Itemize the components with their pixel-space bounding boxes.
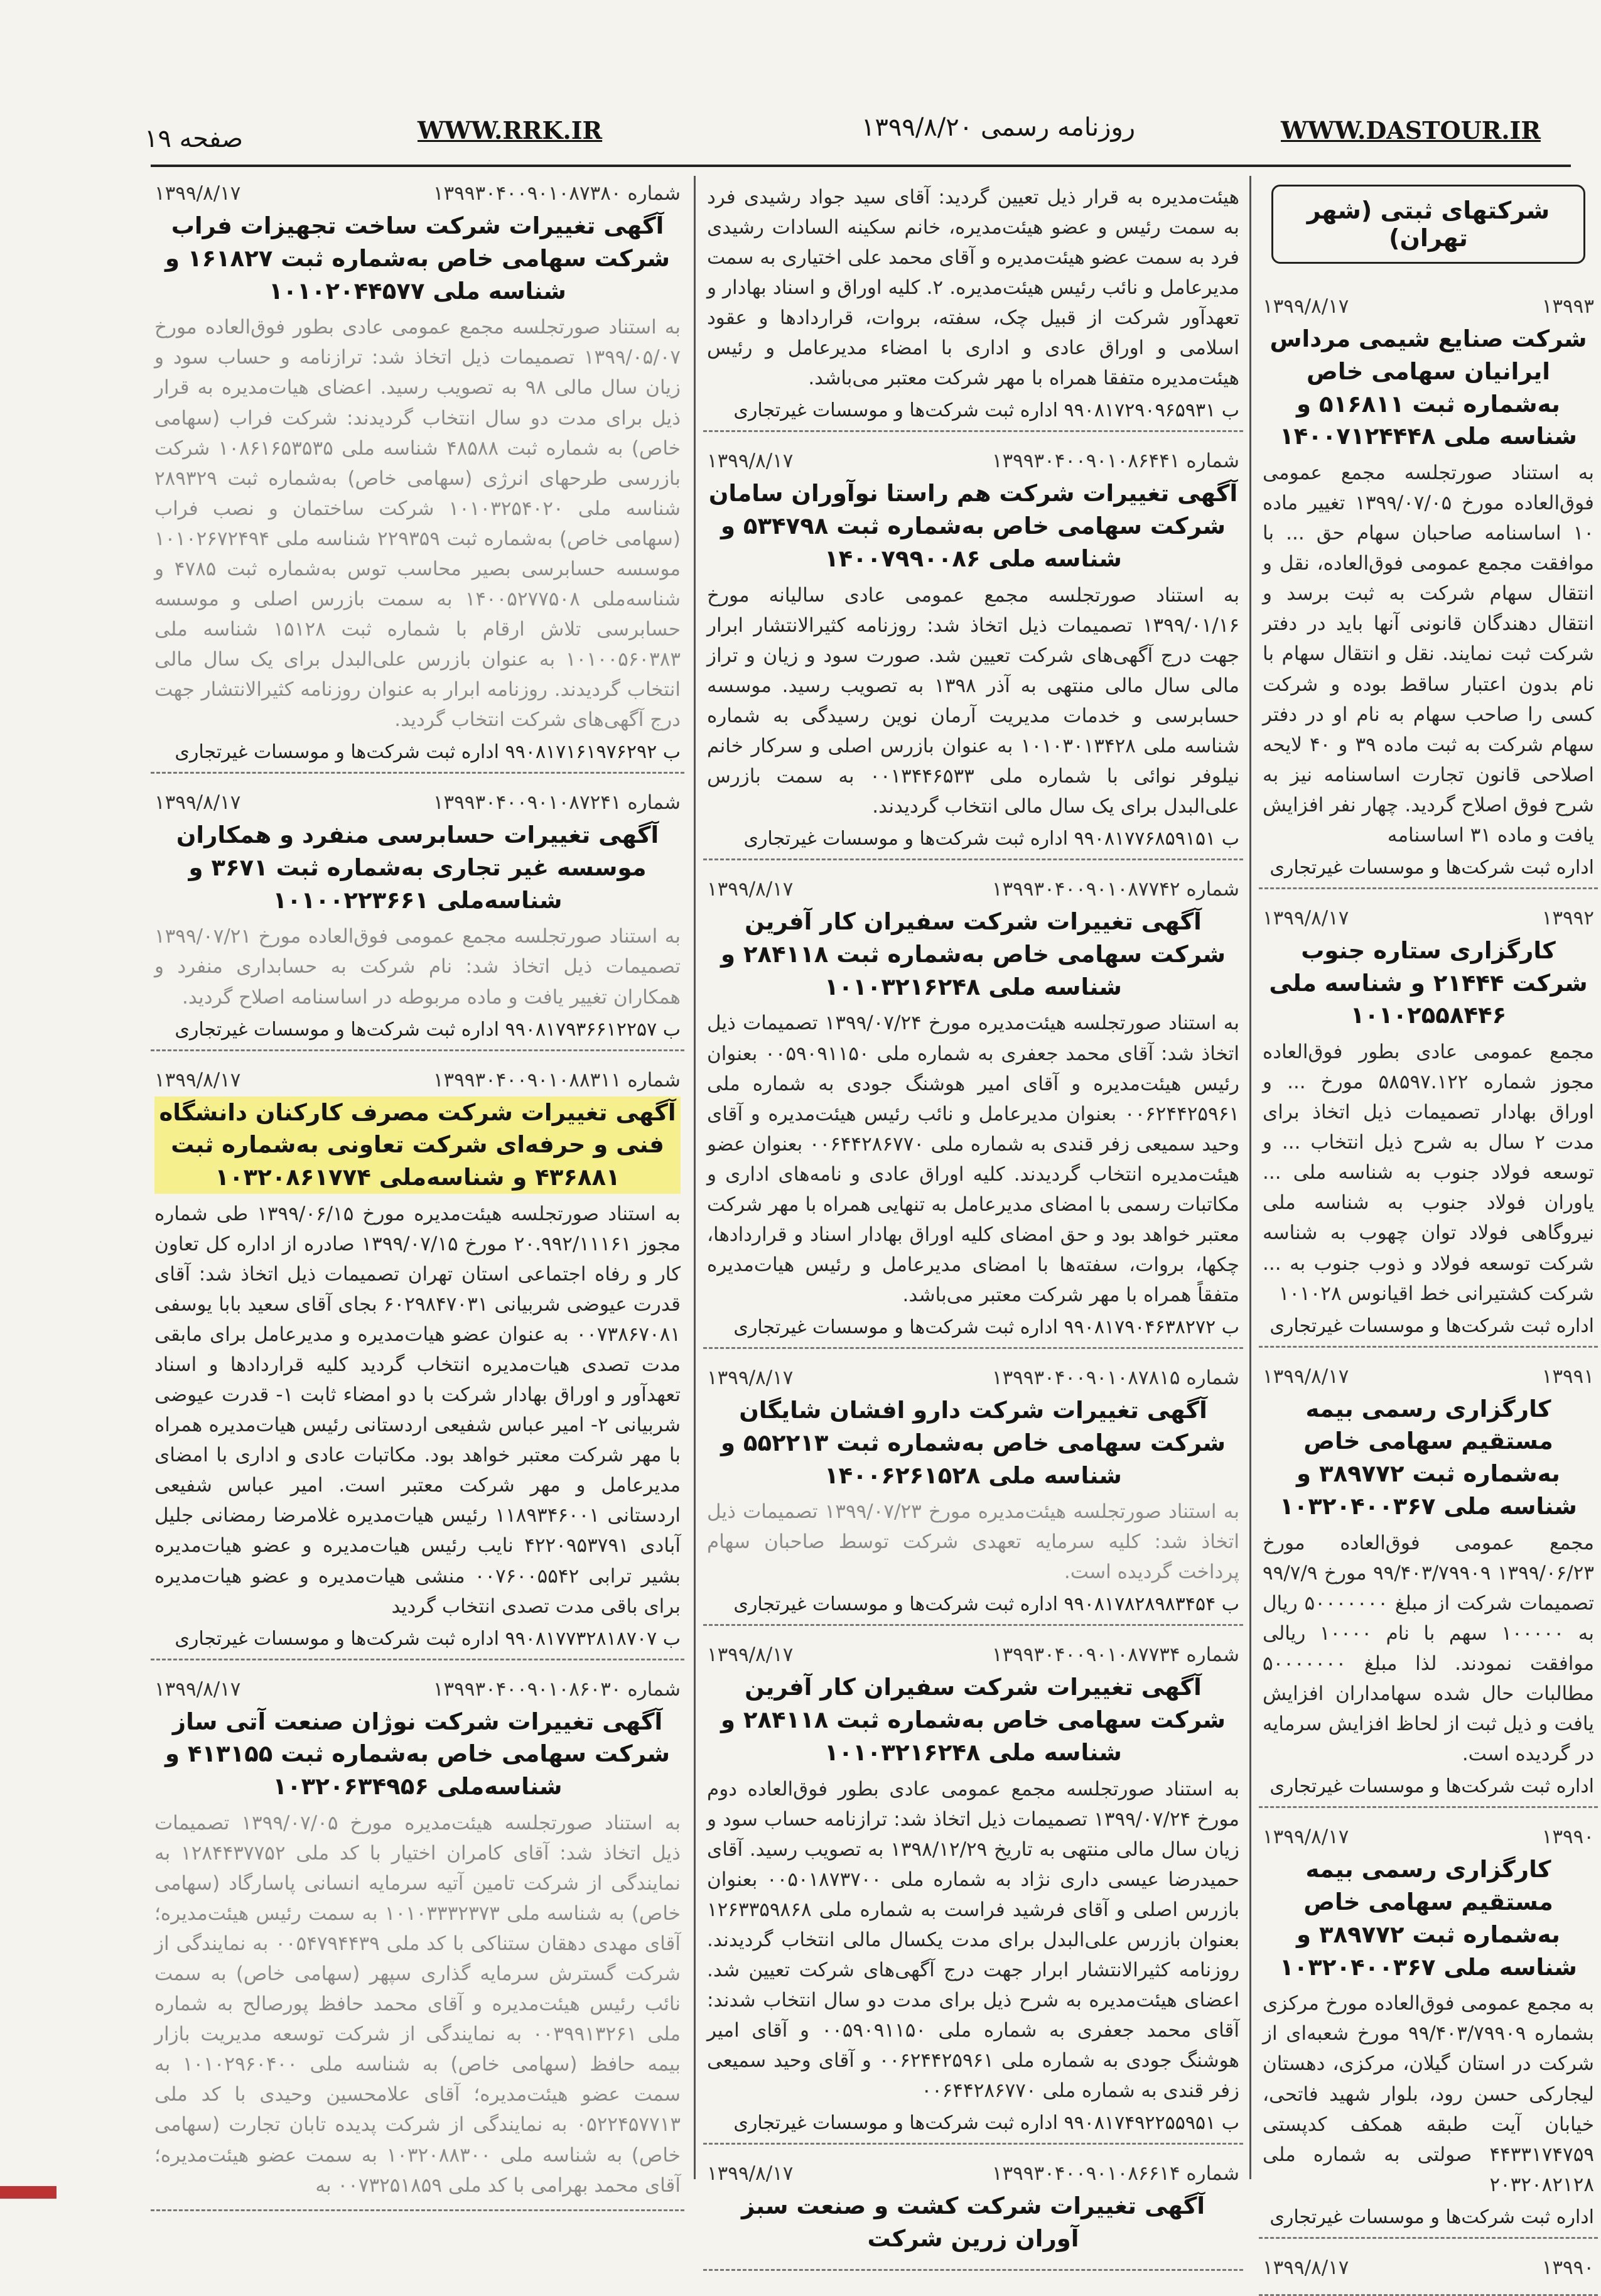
ad-body: هیئت‌مدیره به قرار ذیل تعیین گردید: آقای سید جواد رشیدی فرد به سمت رئیس و عضو هیئت‌مدیره، خانم سکینه السادات رشیدی فرد به سمت عضو هیئت‌مدیره و آقای محمد علی اختیاری به سمت مدیرعامل و نائب رئیس هیئت‌مدیره. ۲. کلیه اوراق و اسناد بهادار و تعهدآور شرکت از قبیل چک، سفته، بروات، قراردادها و عقود اسلامی و اوراق عادی و اداری با امضاء مدیرعامل و رئیس هیئت‌مدیره متفقا همراه با مهر شرکت معتبر می‌باشد. [707,186,1239,390]
middle-column [703,176,1243,2253]
ad-number: شماره ۱۳۹۹۳۰۴۰۰۹۰۱۰۸۶۶۱۴ [991,2162,1239,2185]
ad-body: به استناد صورتجلسه مجمع عمومی عادی بطور فوق‌العاده مورخ ۱۳۹۹/۰۵/۰۷ تصمیمات ذیل اتخاذ شد: ترازنامه و حساب سود و زیان سال مالی ۹۸ به تصویب رسید. اعضای هیات‌مدیره به قرار ذیل برای مدت دو سال انتخاب گردیدند: شرکت فراب (سهامی خاص) به شماره ثبت ۴۸۵۸۸ شناسه ملی ۱۰۸۶۱۶۵۳۵۳۵ شرکت بازرسی طرحهای انرژی (سهامی خاص) به‌شماره ثبت ۲۸۹۳۲۹ شناسه ملی ۱۰۱۰۳۲۵۴۰۲۰ شرکت ساختمان و نصب فراب (سهامی خاص) به‌شماره ثبت ۲۲۹۳۵۹ شناسه ملی ۱۰۱۰۲۶۷۲۴۹۴ موسسه حسابرسی بصیر محاسب توس به‌شماره ثبت ۴۷۸۵ و شناسه‌ملی ۱۴۰۰۵۲۷۷۵۰۸ به سمت بازرس اصلی و موسسه حسابرسی تلاش ارقام با شماره ثبت ۱۵۱۲۸ شناسه ملی ۱۰۱۰۰۵۶۰۳۸۳ به عنوان بازرس علی‌البدل برای یک سال مالی انتخاب گردیدند. روزنامه ابرار به عنوان روزنامه کثیرالانتشار جهت درج آگهی‌های شرکت انتخاب گردید. [154,316,681,731]
ad-date: ۱۳۹۹/۸/۱۷ [1263,1826,1349,1849]
ad-block [703,1637,1243,2145]
ad-date: ۱۳۹۹/۸/۱۷ [707,2162,794,2185]
ad-date: ۱۳۹۹/۸/۱۷ [707,450,794,473]
ad-body: به استناد صورتجلسه مجمع عمومی عادی بطور فوق‌العاده دوم مورخ ۱۳۹۹/۰۷/۲۴ تصمیمات ذیل اتخاذ شد: ترازنامه حساب سود و زیان سال مالی منتهی به تاریخ ۱۳۹۸/۱۲/۲۹ به تصویب رسید. آقای حمیدرضا عیسی داری نژاد به شماره ملی ۰۰۵۰۱۸۷۳۷۰۰ بعنوان بازرس اصلی و آقای فرشید فراست به شماره ملی ۱۲۶۳۳۵۹۸۶۸ بعنوان بازرس علی‌البدل برای مدت یکسال مالی انتخاب گردیدند. روزنامه کثیرالانتشار ابرار جهت درج آگهی‌های شرکت تعیین شد. اعضای هیئت‌مدیره به شرح ذیل برای مدت دو سال انتخاب شدند: آقای محمد جعفری به شماره ملی ۰۰۵۹۰۹۱۱۵۰ و آقای امیر هوشنگ جودی به شماره ملی ۰۰۶۲۴۴۲۵۹۶۱ و آقای وحید سمیعی زفر قندی به شماره ملی ۰۰۶۴۴۲۸۶۷۷۰ [707,1777,1239,2103]
ad-number: شماره ۱۳۹۹۳۰۴۰۰۹۰۱۰۸۷۷۳۴ [991,1643,1239,1667]
ad-title: آگهی تغییرات شرکت دارو افشان شایگان شرکت سهامی خاص به‌شماره ثبت ۵۵۲۲۱۳ و شناسه ملی ۱۴۰۰۶۲۶۱۵۲۸ [721,1396,1226,1489]
ad-title: آگهی تغییرات شرکت هم راستا نوآوران سامان شرکت سهامی خاص به‌شماره ثبت ۵۳۴۷۹۸ و شناسه ملی ۱۴۰۰۷۹۹۰۰۸۶ [708,480,1238,572]
ad-number: شماره ۱۳۹۹۳۰۴۰۰۹۰۱۰۸۷۲۴۱ [433,791,681,815]
right-column [1259,176,1598,2279]
ad-number: شماره ۱۳۹۹۳۰۴۰۰۹۰۱۰۸۶۰۳۰ [433,1677,681,1701]
ad-number: شماره ۱۳۹۹۳۰۴۰۰۹۰۱۰۸۸۳۱۱ [433,1068,681,1091]
ad-date: ۱۳۹۹/۸/۱۷ [154,1677,241,1701]
ad-title: آگهی تغییرات شرکت نوژان صنعت آتی ساز شرکت سهامی خاص به‌شماره ثبت ۴۱۳۱۵۵ و شناسه‌ملی ۱۰۳۲۰۶۳۴۹۵۶ [165,1708,670,1801]
left-column [151,176,684,2197]
ad-body: به استناد صورتجلسه مجمع عمومی فوق‌العاده مورخ ۱۳۹۹/۰۷/۰۵ تغییر ماده ۱۰ اساسنامه صاحبان سهام حق ... با موافقت مجمع عمومی فوق‌العاده، نقل و انتقال سهام شرکت به ثبت برسد و انتقال دهندگان قانونی آنها باید در دفتر شرکت ثبت نمایند. نقل و انتقال سهام با نام بدون اعتبار ساقط بوده و شرکت کسی را صاحب سهام به نام او در دفتر سهام شرکت به ثبت ماده ۳۹ و ۴۰ لایحه اصلاحی قانون تجارت اساسنامه نیز به شرح فوق اصلاح گردید. چهار نفر افزایش یافت و ماده ۳۱ اساسنامه [1263,462,1595,847]
ad-block [703,1360,1243,1627]
section-title-box: شرکتهای ثبتی (شهر تهران) [1271,185,1585,264]
ad-number: شماره ۱۳۹۹۳۰۴۰۰۹۰۱۰۸۷۳۸۰ [433,182,681,205]
ad-title-highlighted: آگهی تغییرات شرکت مصرف کارکنان دانشگاه فنی و حرفه‌ای شرکت تعاونی به‌شماره ثبت ۴۳۶۸۸۱ و شناسه‌ملی ۱۰۳۲۰۸۶۱۷۷۴ [154,1097,681,1194]
ad-body: به مجمع عمومی فوق‌العاده مورخ مرکزی بشماره ۹۹/۴۰۳/۷۹۹۰۹ مورخ شعبه‌ای از شرکت در استان گیلان، مرکزی، دهستان لیجارکی حسن رود، بلوار شهید فاتحی، خیابان آیت طبقه همکف کدپستی ۴۴۳۳۱۷۴۷۵۹ صولتی به شماره ملی ۲۰۳۲۰۸۲۱۲۸ [1263,1992,1595,2196]
ad-number: ۱۳۹۹۲ [1541,906,1594,929]
ad-block [703,176,1243,432]
ad-block [1259,289,1598,889]
column-divider [694,176,696,2179]
ad-body: به استناد صورتجلسه هیئت‌مدیره مورخ ۱۳۹۹/۰۷/۲۴ تصمیمات ذیل اتخاذ شد: آقای محمد جعفری به شماره ملی ۰۰۵۹۰۹۱۱۵۰ بعنوان رئیس هیئت‌مدیره و آقای امیر هوشنگ جودی به شماره ملی ۰۰۶۲۴۴۲۵۹۶۱ بعنوان مدیرعامل و نائب رئیس هیئت‌مدیره و آقای وحید سمیعی زفر قندی به شماره ملی ۰۰۶۴۴۲۸۶۷۷۰ بعنوان عضو هیئت‌مدیره انتخاب گردیدند. کلیه اوراق عادی و نامه‌های اداری و مکاتبات رسمی با امضای مدیرعامل به تنهایی همراه با مهر شرکت معتبر خواهد بود و حق امضای کلیه اوراق بهادار اسناد و قراردادها، چکها، بروات، سفته‌ها با امضای مدیرعامل و رئیس هیات‌مدیره متفقاً همراه با مهر شرکت معتبر می‌باشد. [707,1012,1240,1306]
ad-body: به استناد صورتجلسه مجمع عمومی عادی سالیانه مورخ ۱۳۹۹/۰۱/۱۶ تصمیمات ذیل اتخاذ شد: روزنامه کثیرالانتشار ابرار جهت درج آگهی‌های شرکت تعیین شد. صورت سود و زیان و تراز مالی سال مالی منتهی به آذر ۱۳۹۸ به تصویب رسید. موسسه حسابرسی و خدمات مدیریت آرمان نوین رسیدگی به شماره شناسه ملی ۱۰۱۰۳۰۱۳۴۲۸ به عنوان بازرس اصلی و سرکار خانم نیلوفر نوائی با شماره ملی ۰۰۱۳۴۴۶۵۳۳ به سمت بازرس علی‌البدل برای یک سال مالی انتخاب گردیدند. [707,583,1240,818]
header-title: روزنامه رسمی ۱۳۹۹/۸/۲۰ [861,113,1136,142]
column-divider [1249,176,1251,2179]
ad-block [1259,1359,1598,1809]
ad-block [151,1672,684,2211]
ad-number: شماره ۱۳۹۹۳۰۴۰۰۹۰۱۰۸۷۸۱۵ [991,1366,1239,1389]
ad-block [1259,2250,1598,2296]
ad-number: ۱۳۹۹۱ [1541,1365,1594,1388]
ad-date: ۱۳۹۹/۸/۱۷ [154,182,241,205]
ad-date: ۱۳۹۹/۸/۱۷ [707,1366,794,1389]
ad-number: ۱۳۹۹۳ [1541,295,1594,318]
ad-signature: ب ۹۹۰۸۱۷۲۹۰۹۶۵۹۳۱ اداره ثبت شرکت‌ها و موسسات غیرتجاری [733,399,1239,422]
ad-number: شماره ۱۳۹۹۳۰۴۰۰۹۰۱۰۸۷۷۴۲ [991,878,1239,901]
ad-number: شماره ۱۳۹۹۳۰۴۰۰۹۰۱۰۸۶۴۴۱ [991,450,1239,473]
header-site-left[interactable]: WWW.RRK.IR [418,116,603,144]
ad-date: ۱۳۹۹/۸/۱۷ [154,791,241,815]
ad-date: ۱۳۹۹/۸/۱۷ [707,878,794,901]
ad-body: به استناد صورتجلسه هیئت‌مدیره مورخ ۱۳۹۹/۰۷/۲۳ تصمیمات ذیل اتخاذ شد: کلیه سرمایه تعهدی شرکت توسط صاحبان سهام پرداخت گردیده است. [707,1500,1239,1584]
ad-title: آگهی تغییرات حسابرسی منفرد و همکاران موسسه غیر تجاری به‌شماره ثبت ۳۶۷۱ و شناسه‌ملی ۱۰۱۰۰۲۲۳۶۶۱ [176,821,659,914]
ad-title: آگهی تغییرات شرکت سفیران کار آفرین شرکت سهامی خاص به‌شماره ثبت ۲۸۴۱۱۸ و شناسه ملی ۱۰۱۰۳۲۱۶۲۴۸ [721,1674,1226,1767]
ad-title: کارگزاری رسمی بیمه مستقیم سهامی خاص به‌شماره ثبت ۳۸۹۷۷۲ و شناسه ملی ۱۰۳۲۰۴۰۰۳۶۷ [1280,1395,1577,1520]
ad-signature: ب ۹۹۰۸۱۷۹۰۴۶۳۸۲۷۲ اداره ثبت شرکت‌ها و موسسات غیرتجاری [733,1316,1239,1338]
ad-date: ۱۳۹۹/۸/۱۷ [1263,295,1349,318]
ad-block [1259,901,1598,1348]
ad-date: ۱۳۹۹/۸/۱۷ [1263,906,1349,929]
ad-date: ۱۳۹۹/۸/۱۷ [1263,2256,1349,2279]
ad-signature: اداره ثبت شرکت‌ها و موسسات غیرتجاری [1269,856,1594,879]
ad-number: ۱۳۹۹۰ [1541,2256,1594,2279]
ad-block [703,443,1243,860]
ad-title: آگهی تغییرات شرکت کشت و صنعت سبز آوران زرین شرکت [741,2192,1205,2253]
ad-block [1259,1819,1598,2239]
ad-signature: ب ۹۹۰۸۱۷۷۶۸۵۹۱۵۱ اداره ثبت شرکت‌ها و موسسات غیرتجاری [743,828,1239,850]
ad-date: ۱۳۹۹/۸/۱۷ [1263,1365,1349,1388]
ad-signature: ب ۹۹۰۸۱۷۸۲۸۹۸۳۴۵۴ اداره ثبت شرکت‌ها و موسسات غیرتجاری [733,1593,1239,1616]
ad-title: کارگزاری ستاره جنوب شرکت ۲۱۴۴۴ و شناسه ملی ۱۰۱۰۲۵۵۸۴۴۶ [1269,936,1588,1029]
corner-watermark [0,2186,57,2199]
ad-block [151,176,684,774]
header-rule [151,165,1571,167]
ad-block [703,2156,1243,2271]
ad-body: مجمع عمومی فوق‌العاده مورخ ۱۳۹۹/۰۶/۲۳ ۹۹/۴۰۳/۷۹۹۰۹ مورخ ۹۹/۷/۹ تصمیمات شرکت از مبلغ ۵۰۰۰۰۰۰۰ ریال به ۱۰۰۰۰۰ سهم با نام ۱۰۰۰۰ ریالی موافقت نمودند. لذا مبلغ ۵۰۰۰۰۰۰۰ مطالبات حال شده سهامداران افزایش یافت و ذیل ثبت از لحاظ افزایش سرمایه در گردیده است. [1263,1531,1595,1766]
right-ads [1259,289,1598,2296]
ad-body: مجمع عمومی عادی بطور فوق‌العاده مجوز شماره ۵۸۵۹۷.۱۲۲ مورخ ... و اوراق بهادار تصمیمات ذیل اتخاذ برای مدت ۲ سال به شرح ذیل انتخاب ... و توسعه فولاد جنوب به شناسه ملی ... یاوران فولاد جنوب به شناسه ملی نیروگاهی فولاد توان چهوب به شناسه شرکت توسعه فولاد و ذوب جنوب به ... شرکت کشتیرانی خط اقیانوس ۱۰۱۰۲۸ [1263,1041,1595,1305]
ad-body: به استناد صورتجلسه هیئت‌مدیره مورخ ۱۳۹۹/۰۷/۰۵ تصمیمات ذیل اتخاذ شد: آقای کامران اختیار با کد ملی ۱۲۸۴۴۳۷۷۵۲ به نمایندگی از شرکت تامین آتیه سرمایه انسانی پاسارگاد (سهامی خاص) به شناسه ملی ۱۰۱۰۳۳۳۲۳۷۳ به سمت رئیس هیئت‌مدیره؛ آقای مهدی دهقان ستناکی با کد ملی ۰۰۵۴۷۹۴۴۳۹ به نمایندگی از شرکت گسترش سرمایه گذاری سپهر (سهامی خاص) به سمت نائب رئیس هیئت‌مدیره و آقای محمد حافظ پورصالح به شماره ملی ۰۰۳۹۹۱۳۲۶۱ به نمایندگی از شرکت توسعه مدیریت بازار بیمه حافظ (سهامی خاص) به شناسه ملی ۱۰۱۰۲۹۶۰۴۰۰ به سمت عضو هیئت‌مدیره؛ آقای علامحسین وحیدی با کد ملی ۰۵۲۲۴۵۷۷۱۳ به نمایندگی از شرکت پدیده تابان تجارت (سهامی خاص) به شناسه ملی ۱۰۳۲۰۸۸۳۰۰ به سمت عضو هیئت‌مدیره؛ آقای محمد بهرامی با کد ملی ۰۰۷۳۲۵۱۸۵۹ به [154,1812,681,2197]
ad-body: به استناد صورتجلسه هیئت‌مدیره مورخ ۱۳۹۹/۰۶/۱۵ طی شماره مجوز ۲۰.۹۹۲/۱۱۱۶۱ مورخ ۱۳۹۹/۰۷/۱۵ صادره از اداره کل تعاون کار و رفاه اجتماعی استان تهران تصمیمات ذیل اتخاذ شد: آقای قدرت عیوضی شربیانی ۶۰۲۹۸۴۷۰۳۱ بجای آقای سعید بابا یوسفی ۰۰۷۳۸۶۷۰۸۱ به عنوان عضو هیات‌مدیره و مدیرعامل برای مابقی مدت تصدی هیات‌مدیره انتخاب گردید کلیه قراردادها و اسناد تعهدآور و اوراق بهادار شرکت با دو امضاء ثابت ۱- قدرت عیوضی شربیانی ۲- امیر عباس شفیعی اردستانی رئیس هیات‌مدیره همراه با مهر شرکت معتبر خواهد بود. مکاتبات عادی و اداری با امضای مدیرعامل و مهر شرکت معتبر است. امیر عباس شفیعی اردستانی ۱۱۸۹۳۴۶۰۰۱ رئیس هیات‌مدیره غلامرضا رمضانی جلیل آبادی ۴۲۲۰۹۵۳۷۹۱ نایب رئیس هیات‌مدیره و عضو هیات‌مدیره بشیر ترابی ۰۰۷۶۰۰۵۵۴۲ منشی هیات‌مدیره و عضو هیات‌مدیره برای باقی مدت تصدی انتخاب گردید [154,1202,681,1618]
ad-block [151,1063,684,1660]
ad-signature: اداره ثبت شرکت‌ها و موسسات غیرتجاری [1269,1775,1594,1798]
ad-block [151,785,684,1051]
ad-block [703,872,1243,1349]
ad-signature: اداره ثبت شرکت‌ها و موسسات غیرتجاری [1269,2206,1594,2228]
header-site-right[interactable]: WWW.DASTOUR.IR [1281,116,1541,144]
ad-number: ۱۳۹۹۰ [1541,1826,1594,1849]
ad-title: شرکت صنایع شیمی مرداس ایرانیان سهامی خاص به‌شماره ثبت ۵۱۶۸۱۱ و شناسه ملی ۱۴۰۰۷۱۲۴۴۴۸ [1269,325,1587,450]
page-number: صفحه ۱۹ [144,124,244,153]
ad-body: به استناد صورتجلسه مجمع عمومی فوق‌العاده مورخ ۱۳۹۹/۰۷/۲۱ تصمیمات ذیل اتخاذ شد: نام شرکت به حسابداری منفرد و همکاران تغییر یافت و ماده مربوطه در اساسنامه اصلاح گردید. [154,925,681,1009]
ad-signature: ب ۹۹۰۸۱۷۹۳۶۶۱۲۲۵۷ اداره ثبت شرکت‌ها و موسسات غیرتجاری [175,1018,681,1041]
ad-signature: ب ۹۹۰۸۱۷۷۳۲۸۱۸۷۰۷ اداره ثبت شرکت‌ها و موسسات غیرتجاری [175,1627,681,1650]
ad-date: ۱۳۹۹/۸/۱۷ [707,1643,794,1667]
ad-signature: ب ۹۹۰۸۱۷۴۹۲۲۵۵۹۵۱ اداره ثبت شرکت‌ها و موسسات غیرتجاری [733,2112,1239,2135]
ad-date: ۱۳۹۹/۸/۱۷ [154,1068,241,1091]
ad-signature: ب ۹۹۰۸۱۷۱۶۱۹۷۶۲۹۲ اداره ثبت شرکت‌ها و موسسات غیرتجاری [175,741,681,764]
ad-title: آگهی تغییرات شرکت سفیران کار آفرین شرکت سهامی خاص به‌شماره ثبت ۲۸۴۱۱۸ و شناسه ملی ۱۰۱۰۳۲۱۶۲۴۸ [721,908,1226,1000]
ad-signature: اداره ثبت شرکت‌ها و موسسات غیرتجاری [1269,1314,1594,1337]
ad-title: کارگزاری رسمی بیمه مستقیم سهامی خاص به‌شماره ثبت ۳۸۹۷۷۲ و شناسه ملی ۱۰۳۲۰۴۰۰۳۶۷ [1280,1856,1577,1981]
ad-title: آگهی تغییرات شرکت ساخت تجهیزات فراب شرکت سهامی خاص به‌شماره ثبت ۱۶۱۸۲۷ و شناسه ملی ۱۰۱۰۲۰۴۴۵۷۷ [165,212,670,305]
